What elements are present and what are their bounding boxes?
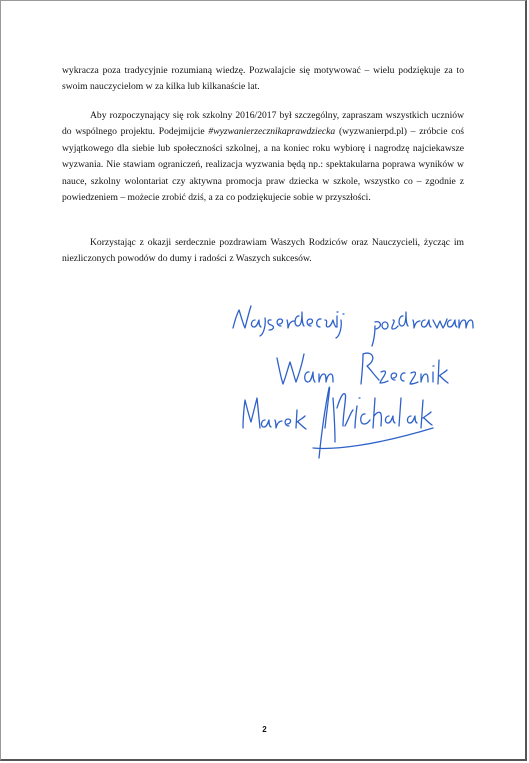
paragraph-challenge xyxy=(62,108,464,206)
handwritten-signature xyxy=(225,298,475,478)
paragraph-greeting: Korzystając z okazji serdecznie pozdrawiam Waszych Rodziców oraz Nauczycieli, życząc im niezliczonych powodów do dumy i radości z Waszych sukcesów. xyxy=(62,237,464,265)
hashtag-text: #wyzwanierzecznikaprawdziecka xyxy=(208,126,336,138)
paragraph-challenge-lead: Aby rozpoczynający się rok szkolny 2016/2017 był szczególny, zapraszam wszystkich uczniów do wspólnego projektu. Podejmijcie xyxy=(62,110,464,138)
paragraph-challenge-rest: (wyzwanierpd.pl) – zróbcie coś wyjątkowego dla siebie lub społeczności szkolnej, a na koniec roku wybiorę i nagrodzę najciekawsze wyzwania. Nie stawiam ograniczeń, realizacja wyzwania będą np.: spektakularna poprawa wyników w nauce, szkolny wolontariat czy aktywna promocja praw dziecka w szkole, wszystko co – zgodnie z powiedzeniem – możecie zrobić dziś, a za co podziękujecie sobie w przyszłości. xyxy=(62,126,464,204)
paragraph-intro-continuation: wykracza poza tradycyjnie rozumianą wiedzę. Pozwalajcie się motywować – wielu podziękuje za to swoim nauczycielom w za kilka lub kilkanaście lat. xyxy=(62,65,464,93)
page-number: 2 xyxy=(262,725,267,734)
